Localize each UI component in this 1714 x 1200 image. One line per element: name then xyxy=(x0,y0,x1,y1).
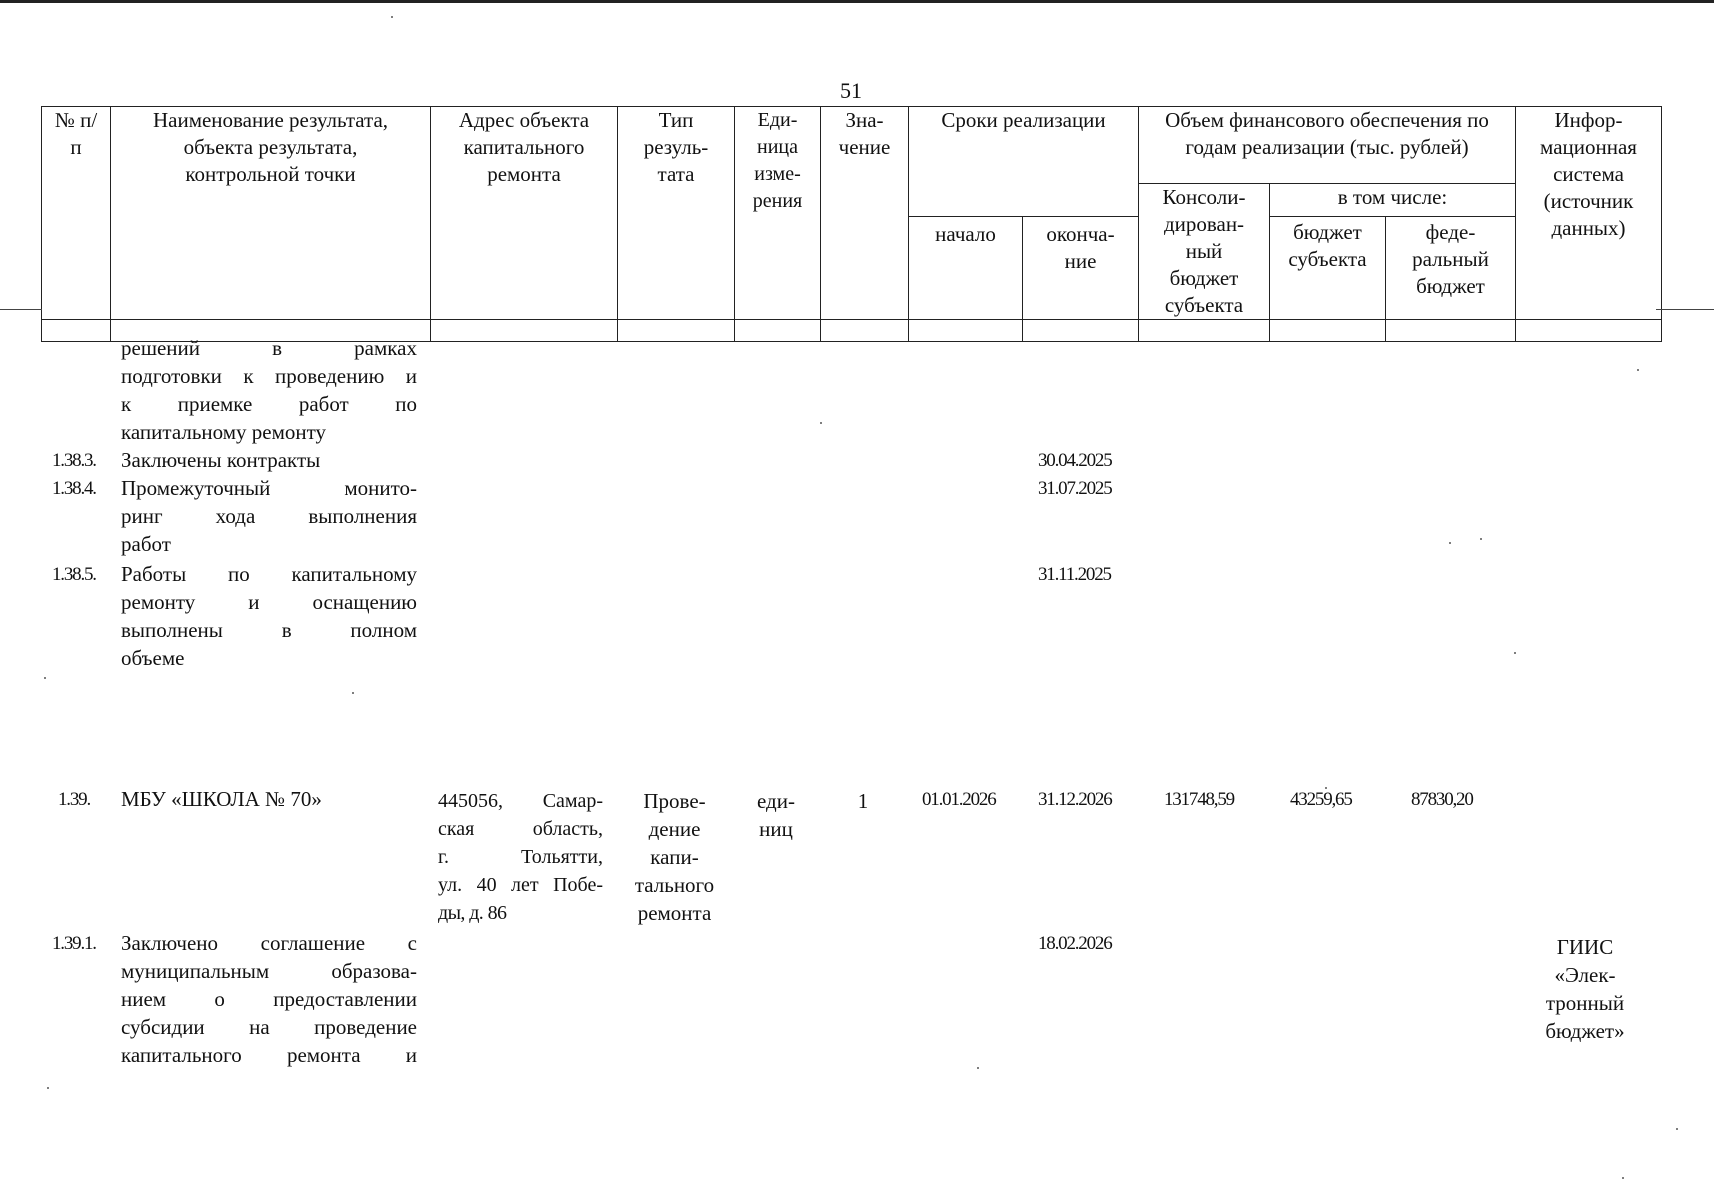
scan-speck xyxy=(1514,652,1516,654)
scan-speck xyxy=(47,1087,49,1089)
scan-speck xyxy=(1622,1177,1624,1179)
col-header-type: Тип резуль-тата xyxy=(618,107,735,320)
scan-speck xyxy=(1449,542,1451,544)
row-1391-line-1: Заключено соглашение с xyxy=(121,931,417,955)
scan-speck xyxy=(1480,538,1482,540)
row-139-value: 1 xyxy=(857,789,869,813)
col-header-name: Наименование результата, объекта результата, контрольной точки xyxy=(111,107,431,320)
row-1384-line-2: ринг хода выполнения xyxy=(121,504,417,528)
scan-speck xyxy=(977,1067,979,1069)
row-139-address-line-4: ул. 40 лет Побе- xyxy=(438,874,603,896)
row-1385-end: 31.11.2025 xyxy=(1038,564,1111,585)
col-header-start: начало xyxy=(909,217,1023,320)
col-header-federal-budget: феде-ральный бюджет xyxy=(1386,217,1516,320)
row-1384-end: 31.07.2025 xyxy=(1038,478,1112,499)
row-1384-line-3: работ xyxy=(121,532,171,556)
col-header-subject-budget: бюджет субъекта xyxy=(1270,217,1386,320)
scan-speck xyxy=(1676,1128,1678,1130)
header-table xyxy=(41,106,1662,342)
col-header-unit: Еди-ница изме-рения xyxy=(735,107,821,320)
row-1383-end: 30.04.2025 xyxy=(1038,450,1112,471)
row-139-address-line-5: ды, д. 86 xyxy=(438,902,507,924)
row-139-address-line-3: г. Тольятти, xyxy=(438,846,603,868)
col-header-value: Зна-чение xyxy=(821,107,909,320)
scan-speck xyxy=(44,677,46,679)
row-1391-number: 1.39.1. xyxy=(52,933,96,954)
row-1383-text: Заключены контракты xyxy=(121,448,321,472)
row-139-consolidated: 131748,59 xyxy=(1164,789,1234,810)
col-header-number: № п/п xyxy=(42,107,111,320)
row-1391-line-3: нием о предоставлении xyxy=(121,987,417,1011)
row-1391-line-2: муниципальным образова- xyxy=(121,959,417,983)
col-header-address: Адрес объекта капитального ремонта xyxy=(431,107,618,320)
row-1391-line-4: субсидии на проведение xyxy=(121,1015,417,1039)
col-header-consolidated: Консоли-дирован-ный бюджет субъекта xyxy=(1139,184,1270,320)
row-continuation-line-3: к приемке работ по xyxy=(121,392,417,416)
row-1391-line-5: капитального ремонта и xyxy=(121,1043,417,1067)
row-1385-line-1: Работы по капитальному xyxy=(121,562,417,586)
scan-speck xyxy=(1637,369,1639,371)
row-139-address-line-1: 445056, Самар- xyxy=(438,790,603,812)
scan-top-edge xyxy=(0,0,1714,3)
row-139-type-line-1: Прове- xyxy=(643,789,706,813)
col-header-end: оконча-ние xyxy=(1023,217,1139,320)
row-139-end: 31.12.2026 xyxy=(1038,789,1112,810)
col-header-including: в том числе: xyxy=(1270,184,1516,217)
row-139-subject: 43259,65 xyxy=(1290,789,1352,810)
row-139-type-line-5: ремонта xyxy=(637,901,712,925)
row-continuation-line-1: решений в рамках xyxy=(121,336,417,360)
row-139-type-line-2: дение xyxy=(648,817,701,841)
row-139-text: МБУ «ШКОЛА № 70» xyxy=(121,787,322,811)
col-header-finance: Объем финансового обеспечения по годам реализации (тыс. рублей) xyxy=(1139,107,1516,184)
row-139-type-line-4: тального xyxy=(634,873,715,897)
scan-speck xyxy=(352,692,354,694)
row-139-unit-line-2: ниц xyxy=(759,817,793,841)
row-1385-line-2: ремонту и оснащению xyxy=(121,590,417,614)
row-1384-line-1: Промежуточный монито- xyxy=(121,476,417,500)
row-1385-line-4: объеме xyxy=(121,646,185,670)
scan-speck xyxy=(391,16,393,18)
scan-line-right xyxy=(1656,309,1714,310)
col-header-period: Сроки реализации xyxy=(909,107,1139,217)
row-1391-info-line-4: бюджет» xyxy=(1545,1019,1625,1043)
row-1391-info-line-3: тронный xyxy=(1545,991,1625,1015)
row-1385-number: 1.38.5. xyxy=(52,564,96,585)
row-139-type-line-3: капи- xyxy=(650,845,699,869)
row-1391-info-line-1: ГИИС xyxy=(1556,935,1614,959)
row-1391-info-line-2: «Элек- xyxy=(1554,963,1616,987)
row-139-number: 1.39. xyxy=(58,789,91,810)
page-number: 51 xyxy=(840,78,862,103)
row-continuation-line-2: подготовки к проведению и xyxy=(121,364,417,388)
row-139-federal: 87830,20 xyxy=(1411,789,1473,810)
row-1385-line-3: выполнены в полном xyxy=(121,618,417,642)
row-139-start: 01.01.2026 xyxy=(922,789,996,810)
row-1391-end: 18.02.2026 xyxy=(1038,933,1112,954)
row-1383-number: 1.38.3. xyxy=(52,450,96,471)
row-continuation-line-4: капитальному ремонту xyxy=(121,420,327,444)
col-header-info-system: Инфор-мационная система (источник данных) xyxy=(1516,107,1662,320)
row-139-unit-line-1: еди- xyxy=(757,789,795,813)
scan-line-left xyxy=(0,309,42,310)
row-139-address-line-2: ская область, xyxy=(438,818,603,840)
scan-speck xyxy=(820,422,822,424)
row-1384-number: 1.38.4. xyxy=(52,478,96,499)
scan-speck xyxy=(1325,787,1327,789)
